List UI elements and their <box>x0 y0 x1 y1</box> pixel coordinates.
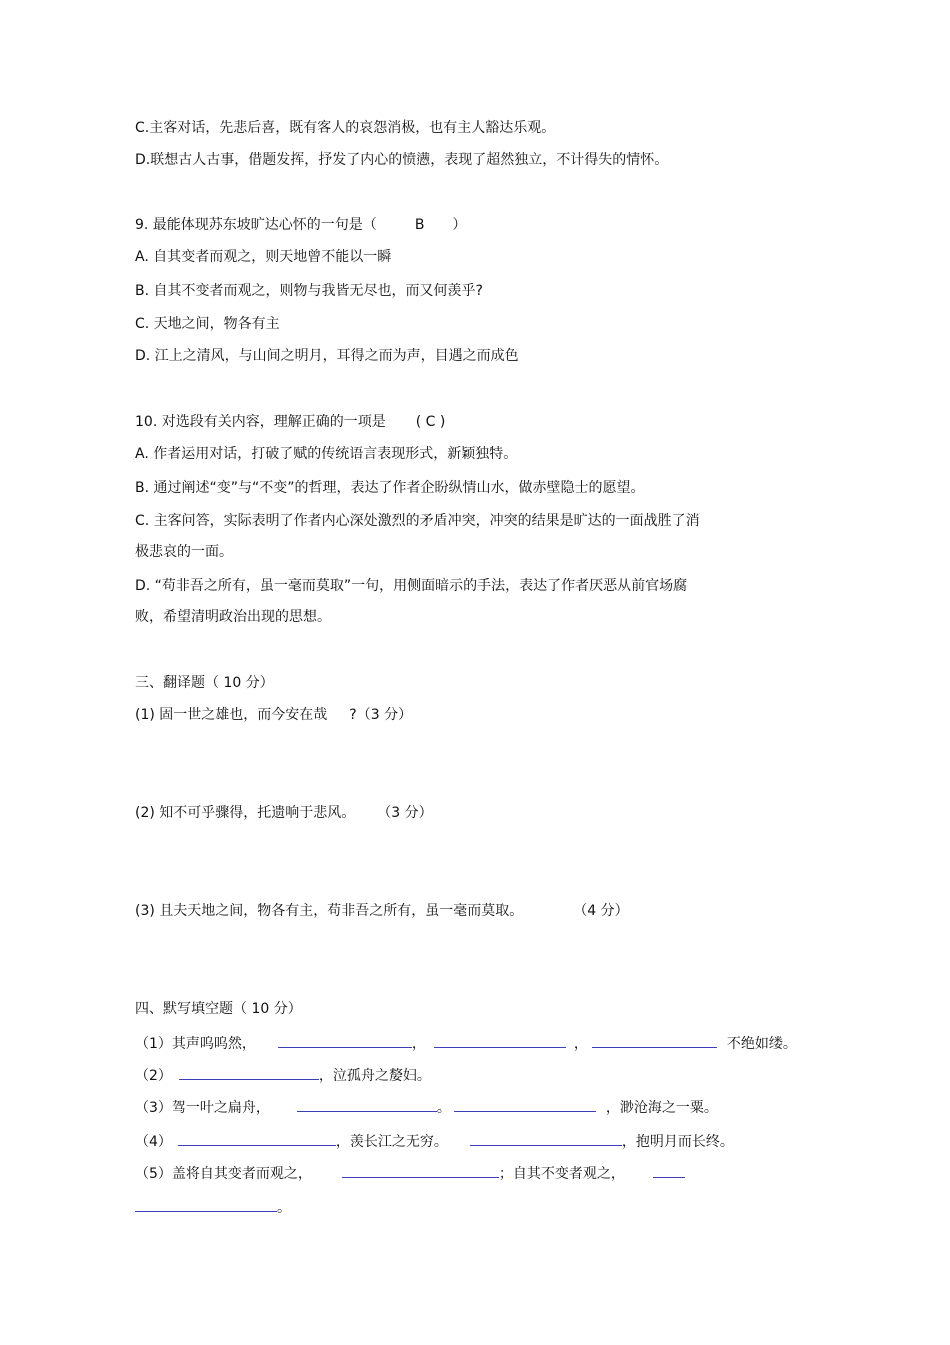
fill-row-2-label: （2） <box>135 1068 172 1084</box>
q10-option-a: A. 作者运用对话，打破了赋的传统语言表现形式，新颖独特。 <box>135 446 518 462</box>
fill-blank-1a[interactable] <box>278 1033 412 1048</box>
fill-blank-2[interactable] <box>179 1065 319 1080</box>
q10-stem-text: 10. 对选段有关内容，理解正确的一项是 <box>135 414 386 430</box>
section3-title: 三、翻译题（ 10 分） <box>135 675 274 691</box>
fill-row-1-sep2: ， <box>573 1036 588 1052</box>
fill-blank-1b[interactable] <box>434 1033 566 1048</box>
fill-blank-4b[interactable] <box>470 1131 622 1146</box>
fill-blank-5b-start[interactable] <box>653 1163 685 1178</box>
fill-blank-5b-end[interactable] <box>135 1197 277 1212</box>
fill-row-4 <box>135 1131 734 1152</box>
fill-row-3-tail: ，渺沧海之一粟。 <box>605 1100 718 1116</box>
q9-option-a: A. 自其变者而观之，则天地曾不能以一瞬 <box>135 249 392 265</box>
fill-row-4-mid: ，羡长江之无穷。 <box>335 1134 448 1150</box>
q10-option-b: B. 通过阐述“变”与“不变”的哲理，表达了作者企盼纵情山水，做赤壁隐士的愿望。 <box>135 480 645 496</box>
fill-row-4-label: （4） <box>135 1134 172 1150</box>
fill-row-5-end: 。 <box>277 1200 291 1216</box>
q9-stem-text: 9. 最能体现苏东坡旷达心怀的一句是（ <box>135 217 377 233</box>
q10-stem <box>135 412 445 432</box>
fill-blank-1c[interactable] <box>592 1033 717 1048</box>
q9-option-b: B. 自其不变者而观之，则物与我皆无尽也，而又何羡乎? <box>135 283 483 299</box>
translation-item-1-text: (1) 固一世之雄也，而今安在哉 <box>135 707 328 723</box>
fill-row-2-tail: ，泣孤舟之嫠妇。 <box>318 1068 431 1084</box>
q10-option-c-continued: 极悲哀的一面。 <box>135 544 233 560</box>
translation-item-1-score: ?（3 分） <box>349 707 413 723</box>
fill-blank-4a[interactable] <box>178 1131 336 1146</box>
fill-row-1-tail: 不绝如缕。 <box>726 1036 797 1052</box>
q9-option-d: D. 江上之清风，与山间之明月，耳得之而为声，目遇之而成色 <box>135 348 519 364</box>
fill-blank-3b[interactable] <box>454 1097 596 1112</box>
fill-row-5-label: （5）盖将自其变者而观之， <box>135 1166 312 1182</box>
q10-answer: ( C ) <box>415 414 446 430</box>
fill-row-5-mid: ；自其不变者观之， <box>498 1166 625 1182</box>
q9-option-c: C. 天地之间，物各有主 <box>135 316 280 332</box>
fill-row-1-sep1: ， <box>411 1036 426 1052</box>
q9-answer: B <box>414 217 425 233</box>
translation-item-1 <box>135 705 412 725</box>
translation-item-3-score: （4 分） <box>573 903 629 919</box>
fill-row-5-continued <box>135 1197 291 1218</box>
fill-blank-3a[interactable] <box>297 1097 437 1112</box>
q9-close-paren: ） <box>452 217 467 233</box>
translation-item-3 <box>135 901 629 921</box>
fill-row-3-mid: 。 <box>436 1100 451 1116</box>
translation-item-2 <box>135 803 433 823</box>
q9-stem <box>135 215 466 235</box>
section4-title: 四、默写填空题（ 10 分） <box>135 1001 302 1017</box>
fill-row-1 <box>135 1033 797 1054</box>
fill-row-1-label: （1）其声呜呜然， <box>135 1036 256 1052</box>
q10-option-d: D. “苟非吾之所有，虽一毫而莫取”一句，用侧面暗示的手法，表达了作者厌恶从前官场腐 <box>135 578 688 594</box>
fill-row-3-label: （3）驾一叶之扁舟， <box>135 1100 270 1116</box>
fill-row-3 <box>135 1097 718 1118</box>
translation-item-3-text: (3) 且夫天地之间，物各有主，苟非吾之所有，虽一毫而莫取。 <box>135 903 524 919</box>
fill-row-5 <box>135 1163 685 1184</box>
translation-item-2-text: (2) 知不可乎骤得，托遗响于悲风。 <box>135 805 356 821</box>
q8-option-c: C.主客对话，先悲后喜，既有客人的哀怨消极，也有主人豁达乐观。 <box>135 120 556 136</box>
fill-blank-5a[interactable] <box>342 1163 499 1178</box>
translation-item-2-score: （3 分） <box>377 805 433 821</box>
fill-row-2 <box>135 1065 431 1086</box>
q8-option-d: D.联想古人古事，借题发挥，抒发了内心的愤懑，表现了超然独立，不计得失的情怀。 <box>135 152 669 168</box>
q10-option-d-continued: 败，希望清明政治出现的思想。 <box>135 609 331 625</box>
q10-option-c: C. 主客问答，实际表明了作者内心深处激烈的矛盾冲突，冲突的结果是旷达的一面战胜了消 <box>135 513 700 529</box>
fill-row-4-tail: ，抱明月而长终。 <box>621 1134 734 1150</box>
